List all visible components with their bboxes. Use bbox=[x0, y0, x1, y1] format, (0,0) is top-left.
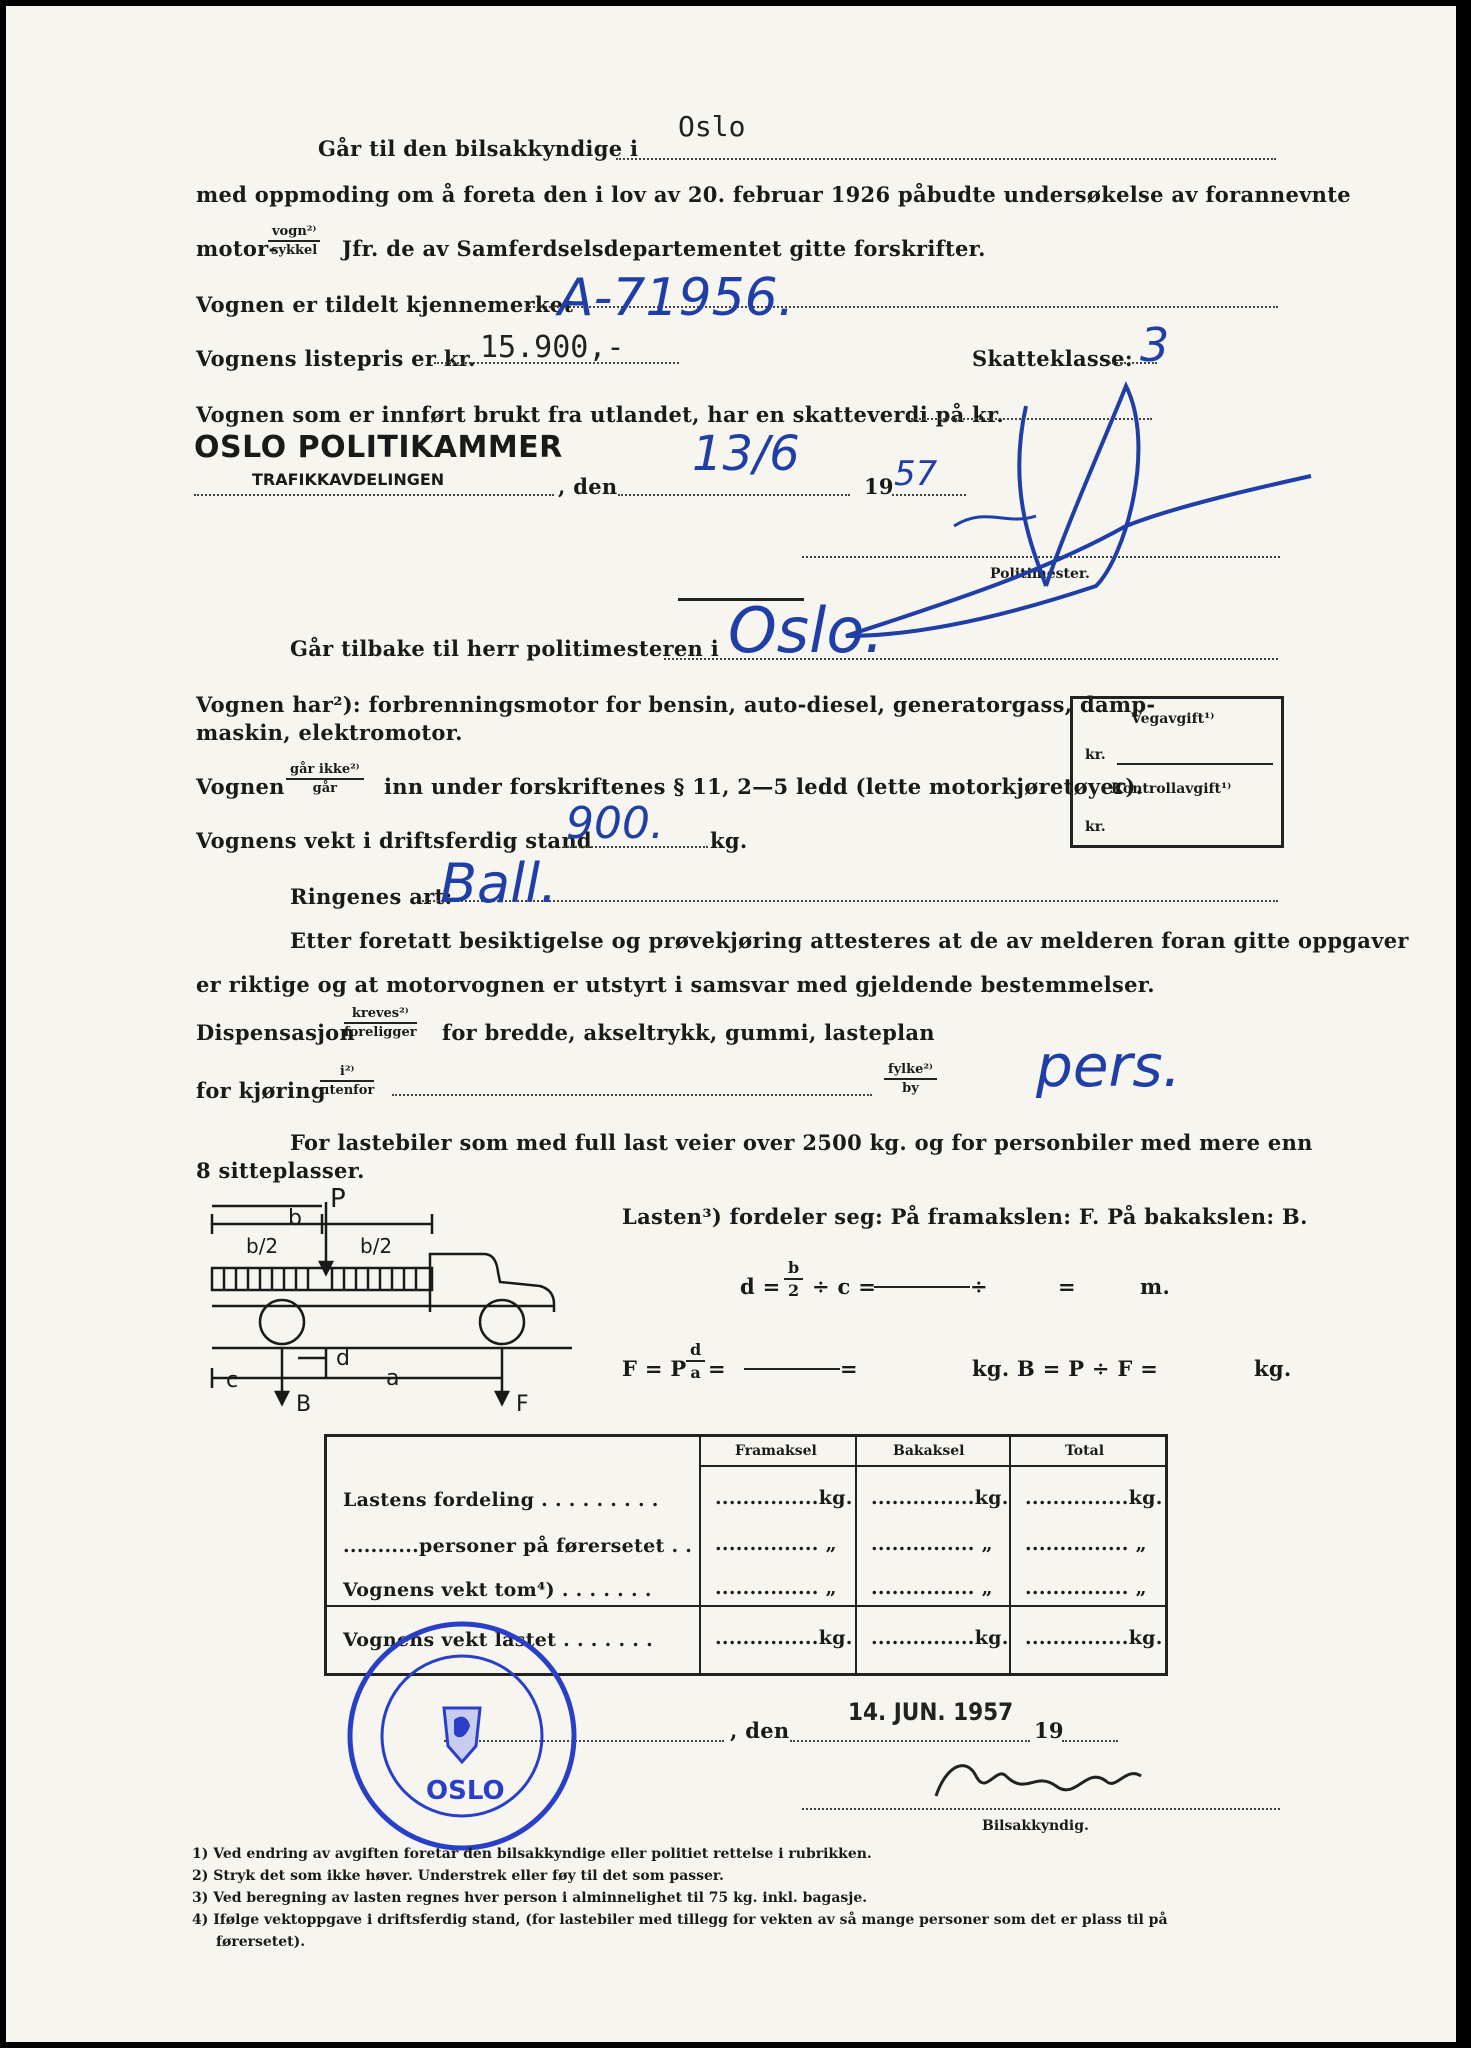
goes-fraction bbox=[286, 762, 364, 796]
table-cell: ...............kg. bbox=[715, 1627, 853, 1649]
table-total-rule bbox=[327, 1605, 1165, 1607]
engine-line-1: Vognen har²): forbrenningsmotor for bensin, auto-diesel, generatorgass, damp- bbox=[196, 692, 1156, 717]
footnote-2: 2) Stryk det som ikke høver. Understrek eller føy til det som passer. bbox=[192, 1868, 724, 1884]
date-label-2: , den bbox=[730, 1718, 790, 1743]
formula-f-label: F = P bbox=[622, 1356, 687, 1381]
county-denominator: by bbox=[902, 1081, 919, 1096]
diagram-label-c: c bbox=[226, 1368, 239, 1393]
attest-line-1: Etter foretatt besiktigelse og prøvekjøring attesteres at de av melderen foran gitte oppgaver bbox=[290, 928, 1409, 953]
date-label-1: , den bbox=[558, 474, 618, 499]
round-stamp-city: OSLO bbox=[426, 1776, 505, 1806]
inspection-date-stamp: 14. JUN. 1957 bbox=[848, 1698, 1014, 1726]
road-fee-label: Vegavgift¹⁾ bbox=[1131, 711, 1215, 727]
table-row-label: Lastens fordeling . . . . . . . . . bbox=[343, 1489, 659, 1511]
police-stamp-dept: TRAFIKKAVDELINGEN bbox=[252, 470, 445, 489]
table-row-label: Vognens vekt tom⁴) . . . . . . . bbox=[343, 1579, 652, 1601]
formula-d-label: d = bbox=[740, 1274, 781, 1299]
table-col-divider-2 bbox=[855, 1437, 857, 1673]
driving-dotted-line bbox=[392, 1094, 872, 1096]
d-over-a-fraction bbox=[686, 1340, 705, 1382]
weight-unit: kg. bbox=[710, 828, 748, 853]
tyres-label: Ringenes art: bbox=[290, 884, 453, 909]
motor-label: motor- bbox=[196, 236, 278, 261]
control-fee-label: Kontrollavgift¹⁾ bbox=[1111, 781, 1232, 797]
diagram-label-bb: B bbox=[296, 1392, 312, 1417]
vogn-denominator: sykkel bbox=[271, 243, 318, 258]
dispensation-label: Dispensasjon bbox=[196, 1020, 356, 1045]
table-header-total: Total bbox=[1065, 1443, 1105, 1459]
road-fee-rule bbox=[1117, 763, 1273, 765]
driving-value: pers. bbox=[1036, 1032, 1181, 1100]
inside-numerator: i²⁾ bbox=[320, 1064, 374, 1082]
return-label: Går tilbake til herr politimesteren i bbox=[290, 636, 719, 661]
year-dotted-line-2 bbox=[1062, 1740, 1118, 1742]
weight-label: Vognens vekt i driftsferdig stand bbox=[196, 828, 592, 853]
document-page bbox=[6, 6, 1456, 2042]
inside-fraction bbox=[320, 1064, 374, 1098]
formula-b-label: kg. B = P ÷ F = bbox=[972, 1356, 1159, 1381]
table-cell: ............... „ bbox=[1025, 1577, 1147, 1599]
goes-denominator: går bbox=[312, 781, 338, 796]
requires-fraction bbox=[344, 1006, 417, 1040]
vehicle-label: Vognen bbox=[196, 774, 285, 799]
b-over-2-denominator: 2 bbox=[788, 1281, 800, 1300]
trucks-line-1: For lastebiler som med full last veier over 2500 kg. og for personbiler med mere enn bbox=[290, 1130, 1313, 1155]
goes-numerator: går ikke²⁾ bbox=[286, 762, 364, 780]
b-over-2-numerator: b bbox=[784, 1258, 803, 1280]
return-value: Oslo. bbox=[728, 594, 884, 667]
footnote-3: 3) Ved beregning av lasten regnes hver person i alminnelighet til 75 kg. inkl. bagasje. bbox=[192, 1890, 868, 1906]
formula-d-equals: = bbox=[1058, 1274, 1076, 1299]
goes-to-value: Oslo bbox=[678, 110, 746, 143]
regulations-text: Jfr. de av Samferdselsdepartementet gitte forskrifter. bbox=[342, 236, 986, 261]
year-prefix-2: 19 bbox=[1034, 1718, 1064, 1743]
light-vehicle-text: inn under forskriftenes § 11, 2—5 ledd (lette motorkjøretøyer). bbox=[384, 774, 1144, 799]
requires-numerator: kreves²⁾ bbox=[344, 1006, 417, 1024]
formula-f-blank bbox=[744, 1368, 840, 1370]
fee-box bbox=[1070, 696, 1284, 848]
footnote-4: 4) Ifølge vektoppgave i driftsferdig stand, (for lastebiler med tillegg for vekten av så mange personer som det er plass til på bbox=[192, 1912, 1168, 1928]
dispensation-for: for bredde, akseltrykk, gummi, lasteplan bbox=[442, 1020, 935, 1045]
tax-class-label: Skatteklasse: bbox=[972, 346, 1133, 371]
table-row-label: Vognens vekt lastet . . . . . . . bbox=[343, 1629, 654, 1651]
formula-f-equals: = bbox=[708, 1356, 726, 1381]
goes-to-label: Går til den bilsakkyndige i bbox=[318, 136, 639, 161]
date-value-1: 13/6 bbox=[692, 426, 800, 482]
diagram-label-p: P bbox=[330, 1184, 346, 1214]
police-chief-label: Politimester. bbox=[990, 566, 1090, 582]
inspector-signature bbox=[926, 1746, 1156, 1816]
tax-class-value: 3 bbox=[1140, 318, 1170, 372]
table-cell: ...............kg. bbox=[1025, 1487, 1163, 1509]
load-distribution-text: Lasten³) fordeler seg: På framakslen: F. På bakakslen: B. bbox=[622, 1204, 1308, 1229]
formula-d-unit: m. bbox=[1140, 1274, 1171, 1299]
table-cell: ...............kg. bbox=[871, 1487, 1009, 1509]
table-cell: ...............kg. bbox=[715, 1487, 853, 1509]
diagram-label-b-half-left: b/2 bbox=[246, 1234, 279, 1258]
diagram-label-b: b bbox=[288, 1206, 302, 1231]
police-stamp-title: OSLO POLITIKAMMER bbox=[194, 430, 563, 465]
date-dotted-line-2 bbox=[790, 1740, 1030, 1742]
b-over-2-fraction bbox=[784, 1258, 803, 1300]
table-col-divider-3 bbox=[1009, 1437, 1011, 1673]
formula-f-equals-2: = bbox=[840, 1356, 858, 1381]
vogn-numerator: vogn²⁾ bbox=[268, 224, 320, 242]
diagram-label-b-half-right: b/2 bbox=[360, 1234, 393, 1258]
county-fraction bbox=[884, 1062, 937, 1096]
formula-d-rest: ÷ c = bbox=[812, 1274, 877, 1299]
d-over-a-denominator: a bbox=[690, 1363, 701, 1382]
tyres-value: Ball. bbox=[440, 852, 558, 915]
registration-value: A-71956. bbox=[558, 268, 795, 328]
control-fee-kr: kr. bbox=[1085, 819, 1106, 835]
road-fee-kr: kr. bbox=[1085, 747, 1106, 763]
table-cell: ...............kg. bbox=[871, 1627, 1009, 1649]
table-cell: ...............kg. bbox=[1025, 1627, 1163, 1649]
table-row-label: ...........personer på førersetet . . bbox=[343, 1535, 693, 1557]
list-price-value: 15.900,- bbox=[480, 330, 625, 365]
table-cell: ............... „ bbox=[871, 1533, 993, 1555]
d-over-a-numerator: d bbox=[686, 1340, 705, 1362]
vogn-fraction bbox=[268, 224, 320, 258]
diagram-label-a: a bbox=[386, 1366, 400, 1391]
table-cell: ............... „ bbox=[871, 1577, 993, 1599]
goes-to-dotted-line bbox=[616, 158, 1276, 160]
diagram-label-d: d bbox=[336, 1346, 350, 1371]
table-cell: ............... „ bbox=[1025, 1533, 1147, 1555]
table-cell: ............... „ bbox=[715, 1533, 837, 1555]
formula-b-unit: kg. bbox=[1254, 1356, 1292, 1381]
table-col-divider-1 bbox=[699, 1437, 701, 1673]
place-dotted-line bbox=[194, 494, 554, 496]
formula-d-blank bbox=[874, 1286, 970, 1288]
request-text: med oppmoding om å foreta den i lov av 20. februar 1926 påbudte undersøkelse av forannevnte bbox=[196, 182, 1351, 207]
weight-value: 900. bbox=[566, 798, 664, 849]
table-header-rule bbox=[699, 1465, 1165, 1467]
import-value-label: Vognen som er innført brukt fra utlandet, har en skatteverdi på kr. bbox=[196, 402, 1004, 427]
driving-label: for kjøring bbox=[196, 1078, 326, 1103]
county-numerator: fylke²⁾ bbox=[884, 1062, 937, 1080]
formula-d-minus: ÷ bbox=[970, 1274, 988, 1299]
table-cell: ............... „ bbox=[715, 1577, 837, 1599]
year-value-1: 57 bbox=[894, 454, 938, 494]
inspector-label: Bilsakkyndig. bbox=[982, 1818, 1089, 1834]
inspector-round-stamp bbox=[342, 1616, 582, 1856]
diagram-label-f: F bbox=[516, 1392, 529, 1417]
attest-line-2: er riktige og at motorvognen er utstyrt i samsvar med gjeldende bestemmelser. bbox=[196, 972, 1155, 997]
table-header-rear: Bakaksel bbox=[893, 1443, 965, 1459]
registration-label: Vognen er tildelt kjennemerket bbox=[196, 292, 574, 317]
inside-denominator: utenfor bbox=[320, 1083, 375, 1098]
trucks-line-2: 8 sitteplasser. bbox=[196, 1158, 365, 1183]
table-header-front: Framaksel bbox=[735, 1443, 817, 1459]
engine-line-2: maskin, elektromotor. bbox=[196, 720, 463, 745]
list-price-label: Vognens listepris er kr. bbox=[196, 346, 476, 371]
footnote-1: 1) Ved endring av avgiften foretar den bilsakkyndige eller politiet rettelse i rubrikken. bbox=[192, 1846, 872, 1862]
requires-denominator: foreligger bbox=[344, 1025, 417, 1040]
year-prefix-1: 19 bbox=[864, 474, 894, 499]
footnote-4-cont: førersetet). bbox=[216, 1934, 306, 1950]
